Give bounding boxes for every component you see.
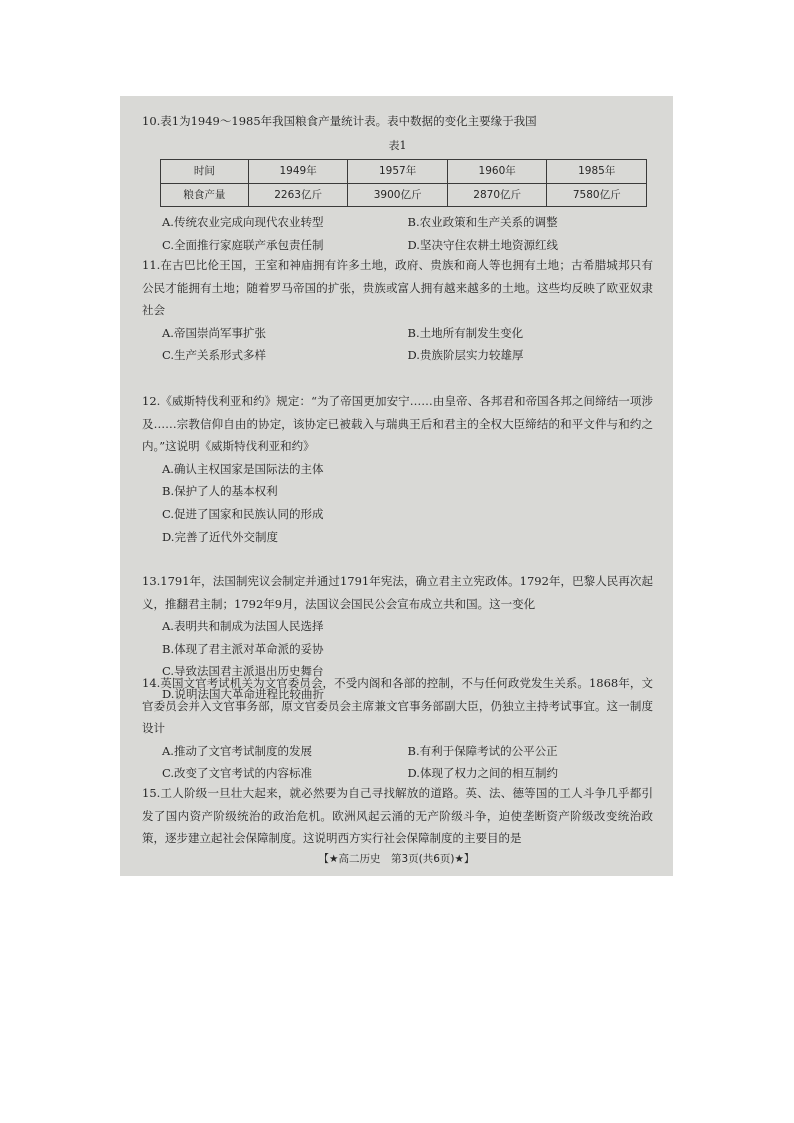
table-caption: 表1 [388,138,407,152]
option-d: D.说明法国大革命进程比较曲折 [162,686,324,701]
option-d: D.体现了权力之间的相互制约 [407,766,558,781]
option-a: A.推动了文官考试制度的发展 [162,743,312,758]
table-header-cell: 时间 [161,160,249,184]
option-a: A.表明共和制成为法国人民选择 [162,619,324,634]
table-header-cell: 1957年 [348,160,448,184]
exam-page [120,96,673,876]
option-b: B.土地所有制发生变化 [407,325,524,340]
question-13-stem: 13.1791年，法国制宪议会制定并通过1791年宪法，确立君主立宪政体。1792年，巴黎人民再次起义，推翻君主制；1792年9月，法国议会国民公会宣布成立共和国。这一变化 [142,574,653,611]
question-15-stem: 15.工人阶级一旦壮大起来，就必然要为自己寻找解放的道路。英、法、德等国的工人斗争几乎都引发了国内资产阶级统治的政治危机。欧洲风起云涌的无产阶级斗争，迫使垄断资产阶级改变统治政策，逐步建立起社会保障制度。这说明西方实行社会保障制度的主要目的是 [142,786,653,846]
option-b: B.农业政策和生产关系的调整 [407,215,558,230]
option-c: C.生产关系形式多样 [162,348,267,363]
table-cell: 3900亿斤 [348,183,448,207]
option-c: C.改变了文官考试的内容标准 [162,766,313,781]
table-cell: 2263亿斤 [248,183,348,207]
option-d: D.贵族阶层实力较雄厚 [407,348,524,363]
table-row [161,160,647,184]
question-12 [142,390,653,548]
option-c: C.导致法国君主派退出历史舞台 [162,664,324,679]
option-a: A.帝国崇尚军事扩张 [162,325,266,340]
question-12-options [142,458,653,548]
page-footer: 【★高二历史 第3页(共6页)★】 [318,853,475,865]
question-12-stem: 12.《威斯特伐利亚和约》规定：“为了帝国更加安宁……由皇帝、各邦君和帝国各邦之间缔结一项涉及……宗教信仰自由的协定，该协定已被载入与瑞典王后和君主的全权大臣缔结的和平文件与和约之内。”这说明《威斯特伐利亚和约》 [142,394,653,454]
grain-output-table [160,159,647,207]
option-c: C.促进了国家和民族认同的形成 [162,506,324,521]
table-header-cell: 1960年 [447,160,547,184]
option-b: B.保护了人的基本权利 [162,484,278,499]
question-14 [142,672,653,785]
table-cell: 7580亿斤 [547,183,647,207]
question-14-stem: 14.英国文官考试机关为文官委员会，不受内阁和各部的控制，不与任何政党发生关系。1868年，文官委员会并入文官事务部，原文官委员会主席兼文官事务部副大臣，仍独立主持考试事宜。这一制度设计 [142,676,653,736]
option-a: A.确认主权国家是国际法的主体 [162,461,324,476]
table-row [161,183,647,207]
question-15 [142,782,653,850]
option-a: A.传统农业完成向现代农业转型 [162,215,324,230]
option-c: C.全面推行家庭联产承包责任制 [162,237,324,252]
table-cell: 粮食产量 [161,183,249,207]
option-b: B.体现了君主派对革命派的妥协 [162,641,324,656]
option-d: D.完善了近代外交制度 [162,529,278,544]
question-10 [142,110,653,257]
option-d: D.坚决守住农耕土地资源红线 [407,237,558,252]
question-10-stem: 10.表1为1949～1985年我国粮食产量统计表。表中数据的变化主要缘于我国 [142,114,537,128]
table-cell: 2870亿斤 [447,183,547,207]
question-11-stem: 11.在古巴比伦王国，王室和神庙拥有许多土地，政府、贵族和商人等也拥有土地；古希腊城邦只有公民才能拥有土地；随着罗马帝国的扩张，贵族或富人拥有越来越多的土地。这些均反映了欧亚奴隶社会 [142,258,653,318]
table-header-cell: 1949年 [248,160,348,184]
question-11 [142,254,653,367]
question-10-options [142,211,653,256]
option-b: B.有利于保障考试的公平公正 [407,743,558,758]
table-header-cell: 1985年 [547,160,647,184]
question-11-options [142,322,653,367]
question-14-options [142,740,653,785]
